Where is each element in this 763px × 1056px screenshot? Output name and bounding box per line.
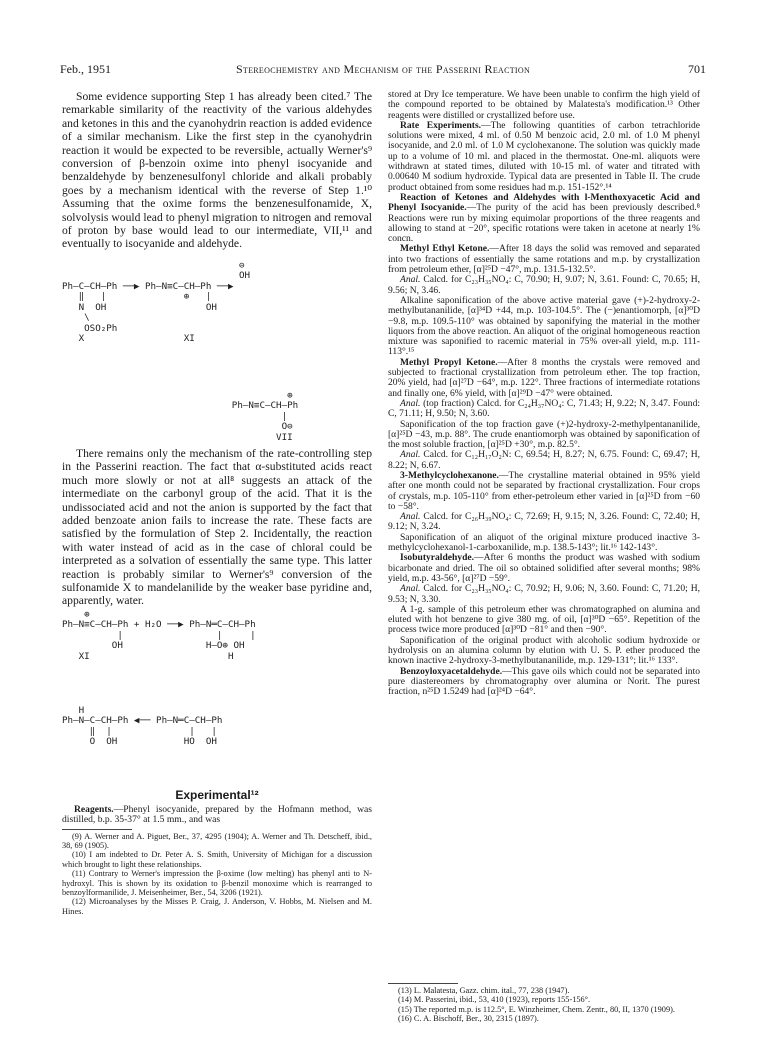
- right-paragraph: [388, 553, 700, 584]
- right-paragraph: [388, 275, 700, 296]
- right-paragraph: [388, 244, 700, 275]
- analysis-label: Anal.: [400, 511, 421, 523]
- reagents-lead: Reagents.: [74, 803, 114, 815]
- right-footnotes: [388, 980, 700, 1024]
- footnote-13: (13) L. Malatesta, Gazz. chim. ital., 77, 238 (1947).: [398, 986, 570, 995]
- paragraph-text: —After 18 days the solid was removed and separated into two fractions of essentially the same rotations and m.p. by crystallization from petroleum ether, [α]²⁵D −47°, m.p. 131.5-132.5°.: [388, 243, 700, 276]
- paragraph-lead: Methyl Propyl Ketone.: [400, 356, 498, 368]
- paragraph-text: Calcd. for C₂₆H₃₉NO₄: C, 72.69; H, 9.15; N, 3.26. Found: C, 72.40; H, 9.12; N, 3.24.: [388, 511, 700, 533]
- footnote-divider: [62, 829, 132, 830]
- paragraph-lead: Reaction of Ketones and Aldehydes with l-Menthoxyacetic Acid and Phenyl Isocyanide.: [388, 191, 700, 214]
- paragraph-text: Calcd. for C₂₃H₃₅NO₄: C, 70.90; H, 9.07; N, 3.61. Found: C, 70.65; H, 9.56; N, 3.46.: [388, 274, 700, 296]
- scheme-3-structures: H Ph—N—C—CH—Ph ◀── Ph—N═C—CH—Ph ‖ | | | O OH HO OH: [62, 704, 223, 748]
- right-paragraph: [388, 121, 700, 193]
- reaction-scheme-1: [62, 261, 372, 391]
- right-paragraph: [388, 420, 700, 451]
- footnote-15: (15) The reported m.p. is 112.5°, E. Winzheimer, Chem. Zentr., 80, II, 1370 (1909).: [398, 1004, 675, 1014]
- analysis-label: Anal.: [400, 274, 421, 286]
- analysis-label: Anal.: [400, 449, 421, 461]
- right-paragraph: [388, 471, 700, 512]
- paragraph-text: A 1-g. sample of this petroleum ether was chromatographed on alumina and eluted with hot benzene to give 380 mg. of oil, [α]³⁰D −65°. Repetition of the process twice more produced [α]³⁰D −81° and then −90°.: [388, 603, 700, 636]
- paragraph-text: Alkaline saponification of the above active material gave (+)-2-hydroxy-2-methylbutananilide, [α]³⁴D +44, m.p. 103-104.5°. The (−)enantiomorph, [α]³⁰D −9.8, m.p. 109.5-110° was obtained by saponifying the material in the mother liquors from the above reaction. An aliquot of the original homogeneous reaction mixture was saponified to racemic material in 75% over-all yield, m.p. 111-113°.¹⁵: [388, 294, 700, 358]
- paragraph-text: —After 8 months the crystals were removed and subjected to fractional crystallization from petroleum ether. The top fraction, 20% yield, had [α]²⁷D −64°, m.p. 122°. Three fractions of intermediate rotations and finally one, 6% yield, with [α]²⁹D −47° were obtained.: [388, 356, 700, 399]
- paragraph-text: —The following quantities of carbon tetrachloride solutions were mixed, 4 ml. of 0.50 M benzoic acid, 2.0 ml. of 1.0 M phenyl isocyanide, and 2.0 ml. of 1.0 M cyclohexanone. The solution was quickly made up to a volume of 10 ml. and placed in the thermostat. One-ml. aliquots were withdrawn at stated times, diluted with 10-15 ml. of water and titrated with 0.00640 M sodium hydroxide. Typical data are presented in Table II. The crude product obtained from some residues had m.p. 151-152°.¹⁴: [388, 119, 700, 193]
- footnote-9: (9) A. Werner and A. Piguet, Ber., 37, 4295 (1904); A. Werner and Th. Detscheff, ibid., 38, 69 (1905).: [62, 831, 372, 850]
- paragraph-rate-step: There remains only the mechanism of the rate-controlling step in the Passerini reaction. The fact that α-substituted acids react much more slowly or not at all⁸ suggests an attack of the intermediate on the carbonyl group of the acid. That it is the undissociated acid and not the anion is supported by the fact that added benzoate anion fails to increase the rate. These facts are satisfied by the formulation of Step 2. Incidentally, the reaction with water instead of acid as in the case of chloral could be interpreted as a solvation of essentially the same type. This latter reaction is probably similar to Werner's⁹ conversion of the sulfonamide X to mandelanilide by the weaker base pyridine and, apparently, water.: [62, 446, 372, 608]
- reaction-scheme-2: [62, 610, 372, 702]
- paragraph-text: Saponification of the original product with alcoholic sodium hydroxide or hydrolysis on an alumina column by elution with U. S. P. ether produced the known inactive 2-hydroxy-3-methylbutananilide, m.p. 129-131°; lit.¹⁶ 133°.: [388, 634, 700, 667]
- experimental-heading: Experimental¹²: [175, 787, 259, 802]
- paragraph-text: (top fraction) Calcd. for C₂₄H₃₇NO₄: C, 71.43; H, 9.22; N, 3.47. Found: C, 71.11; H, 9.50; N, 3.60.: [388, 397, 700, 420]
- paragraph-text: Saponification of the top fraction gave (+)2-hydroxy-2-methylpentananilide, [α]²⁵D −43, m.p. 88°. The crude enantiomorph was obtained by saponification of the most soluble fraction, [α]²⁵D +30°, m.p. 82.5°.: [388, 418, 700, 451]
- left-column: [62, 90, 372, 916]
- scheme-vii-structure: ⊕ Ph—N≡C—CH—Ph | O⊖ VII: [231, 389, 299, 443]
- right-paragraph: [388, 636, 700, 667]
- paragraph-reagents: [62, 805, 372, 826]
- footnote-16: (16) C. A. Bischoff, Ber., 30, 2315 (1897).: [398, 1014, 539, 1024]
- paragraph-lead: Methyl Ethyl Ketone.: [400, 243, 490, 255]
- right-paragraph: [388, 533, 700, 554]
- footnote-12: (12) Microanalyses by the Misses P. Craig, J. Anderson, V. Hobbs, M. Nielsen and M. Hines.: [62, 897, 372, 916]
- footnote-11: (11) Contrary to Werner's impression the β-oxime (low melting) has phenyl anti to N-hydroxyl. This is shown by its oxidation to β-benzil monoxime which is rearranged to benzoylformanilide, J. Meisenheimer, Ber., 54, 3206 (1921).: [62, 869, 372, 897]
- header-date: Feb., 1951: [60, 62, 111, 76]
- paragraph-lead: Isobutyraldehyde.: [400, 552, 475, 564]
- right-paragraph: [388, 450, 700, 471]
- scheme-1-structures: ⊖ OH Ph—C—CH—Ph ──▶ Ph—N≡C—CH—Ph ──▶ ‖ | ⊕ | N OH OH \ OSO₂Ph X XI: [62, 259, 251, 345]
- paragraph-mechanism: Some evidence supporting Step 1 has already been cited.⁷ The remarkable similarity of the reactivity of the various aldehydes and ketones in this and the cyanohydrin reaction is added evidence of a similar mechanism. Like the first step in the cyanohydrin reaction it would be expected to be reversible, actually Werner's⁹ conversion of β-benzoin oxime into phenyl isocyanide and benzaldehyde by benzenesulfonyl chloride and alkali probably goes by a mechanism identical with the reverse of Step 1.¹⁰ Assuming that the oxime forms the benzenesulfonamide, X, solvolysis would lead to phenyl migration to nitrogen and removal of proton by base would lead to our intermediate, VII,¹¹ and eventually to isocyanide and aldehyde.: [62, 90, 372, 251]
- analysis-label: Anal.: [400, 397, 421, 409]
- footnote-10: (10) I am indebted to Dr. Peter A. S. Smith, University of Michigan for a discussion which brought to light these relationships.: [62, 850, 372, 869]
- right-paragraph: [388, 667, 700, 698]
- paragraph-text: Saponification of an aliquot of the original mixture produced inactive 3-methylcyclohexanol-1-carboxanilide, m.p. 138.5-143°; lit.¹⁶ 142-143°.: [388, 531, 700, 554]
- paragraph-text: —This gave oils which could not be separated into pure diastereomers by chromatography over alumina or Norit. The purest fraction, n²⁵D 1.5249 had [α]²⁴D −64°.: [388, 665, 700, 698]
- right-paragraph: [388, 90, 700, 121]
- paragraph-text: Calcd. for C₁₂H₁₇O₂N: C, 69.54; H, 8.27; N, 6.75. Found: C, 69.47; H, 8.22; N, 6.67.: [388, 449, 700, 471]
- right-paragraph: [388, 358, 700, 399]
- right-paragraph: [388, 512, 700, 533]
- right-paragraph: [388, 399, 700, 420]
- reagents-text: —Phenyl isocyanide, prepared by the Hofmann method, was distilled, b.p. 35-37° at 1.5 mm., and was: [62, 803, 372, 826]
- right-paragraph: [388, 193, 700, 244]
- paragraph-text: stored at Dry Ice temperature. We have been unable to confirm the high yield of the compound reported to be obtained by Malatesta's modification.¹³ Other reagents were distilled or crystallized before use.: [388, 89, 700, 121]
- reaction-scheme-intermediate: [182, 389, 372, 443]
- paragraph-text: —After 6 months the product was washed with sodium bicarbonate and dried. The oil so obtained solidified after several months; 98% yield, m.p. 43-56°, [α]²⁷D −59°.: [388, 552, 700, 584]
- analysis-label: Anal.: [400, 583, 421, 595]
- paragraph-lead: Benzoyloxyacetaldehyde.: [400, 665, 503, 677]
- right-paragraph: [388, 296, 700, 358]
- footnote-14: (14) M. Passerini, ibid., 53, 410 (1923), reports 155-156°.: [398, 995, 591, 1005]
- scheme-2-structures: ⊕ Ph—N≡C—CH—Ph + H₂O ──▶ Ph—N═C—CH—Ph | | | OH H—O⊕ OH XI H: [62, 608, 256, 662]
- paragraph-lead: Rate Experiments.: [400, 119, 482, 131]
- paragraph-text: —The crystalline material obtained in 95% yield after one month could not be separated by fractional crystallization. Four crops of crystals, m.p. 105-110° from ether-petroleum ether varied in [α]²⁵D from −60 to −58°.: [388, 469, 700, 512]
- page-number: 701: [688, 62, 706, 76]
- right-paragraph: [388, 584, 700, 605]
- right-column: [388, 90, 700, 698]
- running-title: Stereochemistry and Mechanism of the Passerini Reaction: [235, 62, 531, 76]
- paragraph-text: —The purity of the acid has been previously described.⁸ Reactions were run by mixing equimolar proportions of the three reagents and allowing to stand at −20°, specific rotations were taken in acetone at nearly 1% concn.: [388, 202, 701, 245]
- footnote-divider-right: [388, 983, 458, 984]
- paragraph-lead: 3-Methylcyclohexanone.: [400, 469, 499, 481]
- right-paragraph: [388, 605, 700, 636]
- reaction-scheme-3: [62, 706, 372, 788]
- paragraph-text: Calcd. for C₂₃H₃₅NO₄: C, 70.92; H, 9.06; N, 3.60. Found: C, 71.20; H, 9.53; N, 3.30.: [388, 583, 700, 605]
